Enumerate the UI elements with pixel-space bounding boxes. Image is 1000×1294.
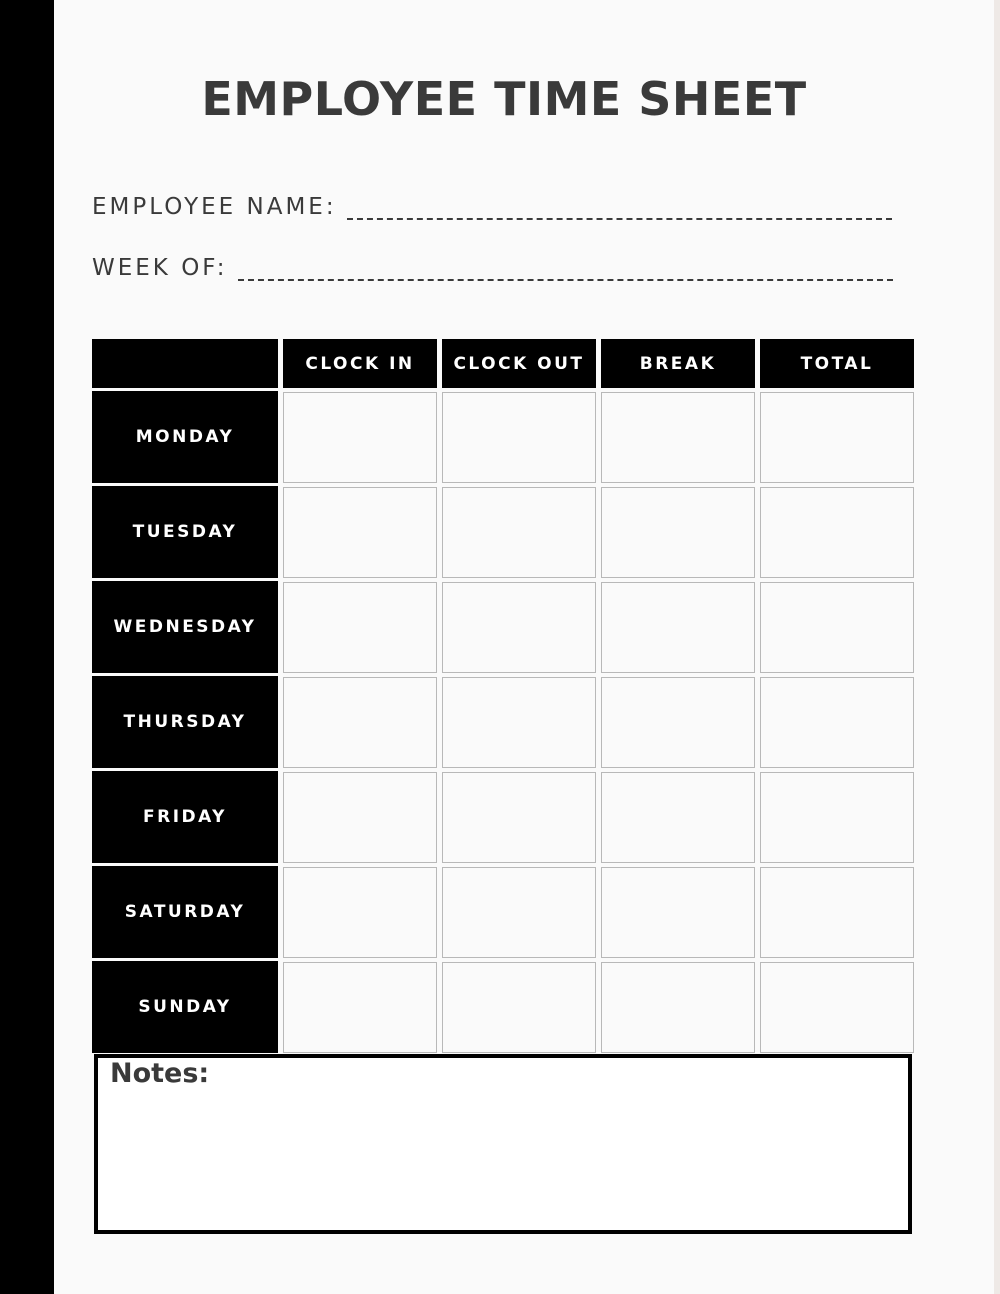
employee-name-field	[92, 194, 892, 220]
notes-label: Notes:	[110, 1058, 210, 1089]
week-of-line[interactable]	[238, 265, 893, 281]
day-row-label: TUESDAY	[92, 486, 278, 578]
day-row-label: THURSDAY	[92, 676, 278, 768]
time-entry-cell[interactable]	[760, 962, 914, 1053]
day-row-label: SATURDAY	[92, 866, 278, 958]
column-header: CLOCK OUT	[442, 339, 596, 388]
time-entry-cell[interactable]	[283, 487, 437, 578]
column-header: TOTAL	[760, 339, 914, 388]
time-entry-cell[interactable]	[760, 867, 914, 958]
time-entry-cell[interactable]	[601, 962, 755, 1053]
time-entry-cell[interactable]	[283, 867, 437, 958]
time-entry-cell[interactable]	[442, 677, 596, 768]
time-entry-cell[interactable]	[601, 867, 755, 958]
time-entry-cell[interactable]	[442, 867, 596, 958]
time-entry-cell[interactable]	[283, 772, 437, 863]
notes-box[interactable]	[94, 1054, 912, 1234]
time-entry-cell[interactable]	[442, 392, 596, 483]
time-entry-cell[interactable]	[601, 582, 755, 673]
time-entry-cell[interactable]	[760, 392, 914, 483]
day-row-label: WEDNESDAY	[92, 581, 278, 673]
time-entry-cell[interactable]	[283, 962, 437, 1053]
time-entry-cell[interactable]	[442, 582, 596, 673]
employee-name-label: EMPLOYEE NAME:	[92, 194, 337, 220]
day-row-label: SUNDAY	[92, 961, 278, 1053]
page-title: EMPLOYEE TIME SHEET	[201, 72, 807, 126]
day-row-label: FRIDAY	[92, 771, 278, 863]
time-entry-cell[interactable]	[601, 392, 755, 483]
time-entry-cell[interactable]	[601, 772, 755, 863]
time-entry-cell[interactable]	[601, 677, 755, 768]
time-entry-cell[interactable]	[442, 487, 596, 578]
time-entry-cell[interactable]	[442, 962, 596, 1053]
time-entry-cell[interactable]	[283, 582, 437, 673]
time-entry-cell[interactable]	[760, 772, 914, 863]
time-entry-cell[interactable]	[601, 487, 755, 578]
binding-spine	[0, 0, 54, 1294]
week-of-field	[92, 255, 893, 281]
week-of-label: WEEK OF:	[92, 255, 228, 281]
time-entry-cell[interactable]	[760, 677, 914, 768]
time-entry-cell[interactable]	[760, 582, 914, 673]
column-header: CLOCK IN	[283, 339, 437, 388]
time-entry-cell[interactable]	[442, 772, 596, 863]
employee-name-line[interactable]	[347, 204, 892, 220]
column-header: BREAK	[601, 339, 755, 388]
day-row-label: MONDAY	[92, 391, 278, 483]
time-entry-cell[interactable]	[283, 677, 437, 768]
table-corner-header	[92, 339, 278, 388]
time-entry-cell[interactable]	[283, 392, 437, 483]
time-entry-cell[interactable]	[760, 487, 914, 578]
